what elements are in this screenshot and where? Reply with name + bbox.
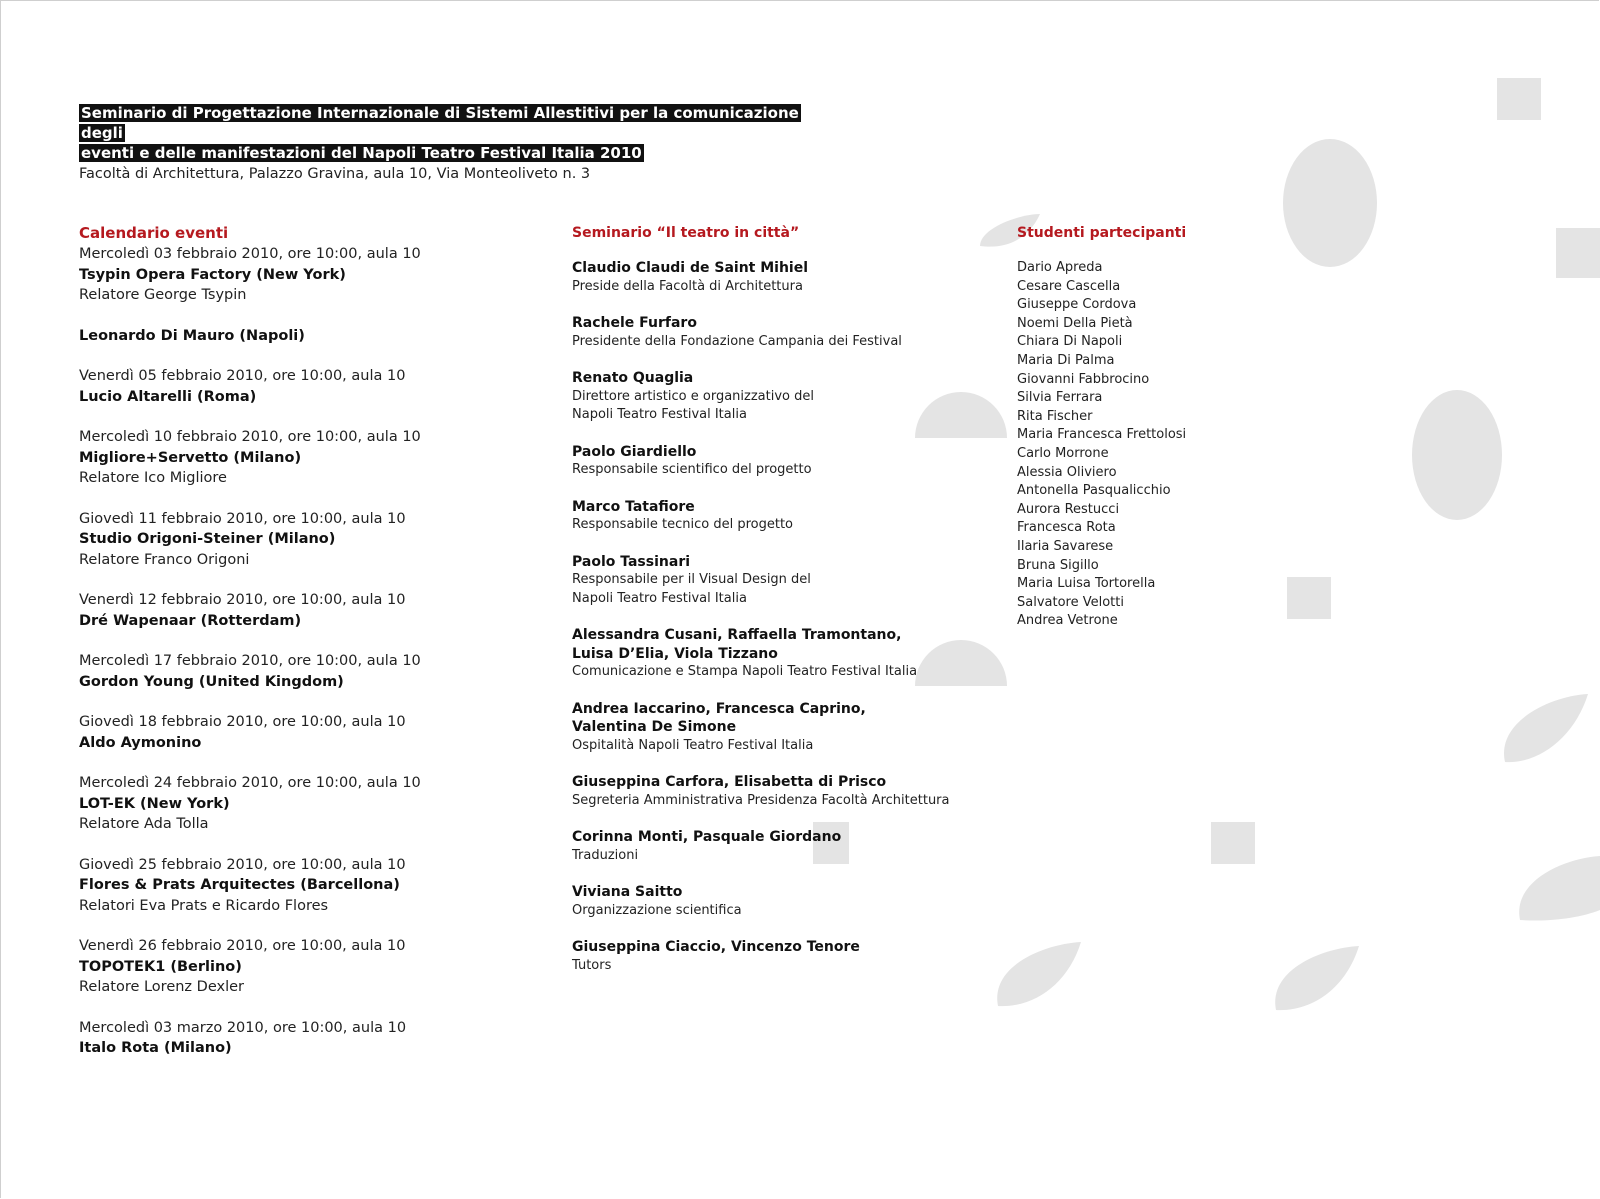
calendar-event: [79, 1018, 519, 1059]
event-date: Mercoledì 10 febbraio 2010, ore 10:00, aula 10: [79, 429, 421, 445]
deco-oval-right: [1412, 390, 1502, 520]
document-header: [79, 103, 839, 184]
seminar-person: [572, 259, 972, 296]
calendar-event: [79, 366, 519, 407]
seminar-person: [572, 700, 972, 756]
student-name: Maria Di Palma: [1017, 352, 1115, 368]
event-name: LOT-EK (New York): [79, 795, 230, 812]
event-date: Giovedì 11 febbraio 2010, ore 10:00, aula 10: [79, 510, 406, 527]
person-role: Preside della Facoltà di Architettura: [572, 278, 803, 294]
person-name: Marco Tatafiore: [572, 498, 695, 515]
seminar-person: [572, 314, 972, 351]
person-role: Responsabile scientifico del progetto: [572, 462, 812, 477]
person-role: Responsabile per il Visual Design del: [572, 572, 811, 587]
event-name: Studio Origoni-Steiner (Milano): [79, 531, 336, 547]
seminar-person: [572, 498, 972, 535]
person-role: Napoli Teatro Festival Italia: [572, 590, 747, 606]
person-name: Claudio Claudi de Saint Mihiel: [572, 260, 809, 276]
event-name: Gordon Young (United Kingdom): [79, 673, 344, 690]
event-name: Leonardo Di Mauro (Napoli): [79, 327, 305, 344]
calendar-event: [79, 509, 519, 571]
student-name: Cesare Cascella: [1017, 278, 1121, 294]
event-name: Migliore+Servetto (Milano): [79, 449, 302, 466]
seminar-people: [572, 259, 972, 975]
event-date: Mercoledì 03 marzo 2010, ore 10:00, aula 10: [79, 1019, 407, 1036]
deco-leaf-bottom-mid: [1275, 946, 1359, 1010]
student-name: Aurora Restucci: [1017, 501, 1120, 517]
student-name: Chiara Di Napoli: [1017, 334, 1123, 350]
event-date: Venerdì 26 febbraio 2010, ore 10:00, aula 10: [79, 938, 406, 954]
deco-square-mid: [1287, 577, 1331, 619]
person-role: Napoli Teatro Festival Italia: [572, 407, 747, 422]
person-name: Renato Quaglia: [572, 370, 694, 386]
calendar-events: [79, 244, 519, 1059]
student-name: Francesca Rota: [1017, 520, 1116, 536]
event-name: Dré Wapenaar (Rotterdam): [79, 612, 302, 629]
event-date: Mercoledì 03 febbraio 2010, ore 10:00, aula 10: [79, 246, 421, 262]
person-role: Organizzazione scientifica: [572, 902, 742, 918]
calendar-event: [79, 326, 519, 347]
seminar-person: [572, 773, 972, 810]
calendar-event: [79, 855, 519, 917]
person-name: Giuseppina Ciaccio, Vincenzo Tenore: [572, 939, 860, 955]
student-name: Rita Fischer: [1017, 408, 1093, 424]
deco-square-top-right: [1497, 78, 1541, 120]
person-name: Viviana Saitto: [572, 884, 683, 900]
person-name: Luisa D’Elia, Viola Tizzano: [572, 645, 778, 662]
calendar-column: [79, 222, 519, 1079]
calendar-event: [79, 244, 519, 306]
event-speaker: Relatore Ico Migliore: [79, 470, 227, 486]
person-name: Paolo Giardiello: [572, 443, 697, 460]
event-speaker: Relatore Franco Origoni: [79, 551, 250, 568]
student-name: Giovanni Fabbrocino: [1017, 371, 1150, 387]
calendar-event: [79, 427, 519, 489]
student-name: Giuseppe Cordova: [1017, 297, 1137, 313]
seminar-person: [572, 626, 972, 682]
student-name: Ilaria Savarese: [1017, 538, 1114, 554]
person-name: Corinna Monti, Pasquale Giordano: [572, 829, 842, 845]
seminar-person: [572, 883, 972, 920]
calendar-event: [79, 773, 519, 835]
event-name: TOPOTEK1 (Berlino): [79, 958, 242, 975]
header-location: Facoltà di Architettura, Palazzo Gravina, aula 10, Via Monteoliveto n. 3: [79, 166, 591, 182]
student-name: Carlo Morrone: [1017, 445, 1109, 461]
student-name: Dario Apreda: [1017, 260, 1103, 275]
person-name: Giuseppina Carfora, Elisabetta di Prisco: [572, 774, 887, 790]
calendar-event: [79, 712, 519, 753]
person-role: Traduzioni: [572, 847, 639, 863]
event-name: Flores & Prats Arquitectes (Barcellona): [79, 877, 400, 893]
seminar-heading: Seminario “Il teatro in città”: [572, 225, 800, 241]
event-date: Mercoledì 24 febbraio 2010, ore 10:00, aula 10: [79, 775, 421, 791]
students-list: [1017, 259, 1277, 631]
person-role: Ospitalità Napoli Teatro Festival Italia: [572, 737, 814, 753]
person-name: Paolo Tassinari: [572, 553, 691, 570]
seminar-person: [572, 828, 972, 865]
deco-square-lower: [1211, 822, 1255, 864]
header-title-line-2: eventi e delle manifestazioni del Napoli Teatro Festival Italia 2010: [81, 144, 642, 162]
seminar-person: [572, 369, 972, 425]
event-date: Venerdì 05 febbraio 2010, ore 10:00, aula 10: [79, 368, 406, 384]
deco-oval-upper: [1283, 139, 1377, 267]
event-date: Venerdì 12 febbraio 2010, ore 10:00, aula 10: [79, 592, 406, 608]
person-role: Presidente della Fondazione Campania dei Festival: [572, 333, 902, 349]
person-role: Segreteria Amministrativa Presidenza Facoltà Architettura: [572, 792, 950, 808]
deco-leaf-bottom-right: [1519, 856, 1600, 921]
student-name: Noemi Della Pietà: [1017, 315, 1133, 331]
calendar-heading: Calendario eventi: [79, 224, 229, 242]
seminar-person: [572, 443, 972, 480]
student-name: Maria Luisa Tortorella: [1017, 576, 1156, 592]
person-role: Tutors: [572, 957, 612, 973]
person-role: Responsabile tecnico del progetto: [572, 517, 793, 532]
person-name: Andrea Iaccarino, Francesca Caprino,: [572, 700, 866, 717]
event-speaker: Relatori Eva Prats e Ricardo Flores: [79, 897, 329, 914]
event-name: Tsypin Opera Factory (New York): [79, 266, 346, 283]
seminar-column: [572, 222, 972, 993]
event-speaker: Relatore Ada Tolla: [79, 816, 209, 832]
person-role: Direttore artistico e organizzativo del: [572, 388, 814, 404]
student-name: Maria Francesca Frettolosi: [1017, 427, 1187, 443]
calendar-event: [79, 651, 519, 692]
deco-leaf-bottom-left: [997, 942, 1081, 1006]
calendar-event: [79, 590, 519, 631]
deco-square-right-edge: [1556, 228, 1600, 278]
calendar-event: [79, 936, 519, 998]
event-date: Giovedì 18 febbraio 2010, ore 10:00, aula 10: [79, 714, 406, 730]
event-name: Lucio Altarelli (Roma): [79, 388, 257, 405]
students-heading: Studenti partecipanti: [1017, 225, 1187, 241]
event-date: Giovedì 25 febbraio 2010, ore 10:00, aula 10: [79, 856, 406, 873]
student-name: Bruna Sigillo: [1017, 557, 1099, 573]
event-name: Aldo Aymonino: [79, 734, 202, 751]
event-speaker: Relatore George Tsypin: [79, 287, 247, 303]
event-date: Mercoledì 17 febbraio 2010, ore 10:00, aula 10: [79, 653, 421, 669]
student-name: Alessia Oliviero: [1017, 464, 1117, 480]
person-name: Alessandra Cusani, Raffaella Tramontano,: [572, 627, 902, 643]
event-name: Italo Rota (Milano): [79, 1040, 232, 1056]
seminar-person: [572, 553, 972, 609]
students-column: [1017, 222, 1277, 631]
seminar-person: [572, 938, 972, 975]
person-role: Comunicazione e Stampa Napoli Teatro Festival Italia: [572, 664, 918, 679]
event-speaker: Relatore Lorenz Dexler: [79, 979, 244, 995]
student-name: Andrea Vetrone: [1017, 613, 1118, 629]
student-name: Antonella Pasqualicchio: [1017, 483, 1171, 499]
header-title-line-1: Seminario di Progettazione Internazionale di Sistemi Allestitivi per la comunicazione degli: [81, 104, 799, 142]
person-name: Valentina De Simone: [572, 719, 737, 735]
deco-leaf-right: [1504, 694, 1588, 762]
student-name: Salvatore Velotti: [1017, 594, 1124, 610]
person-name: Rachele Furfaro: [572, 315, 697, 331]
student-name: Silvia Ferrara: [1017, 390, 1103, 406]
